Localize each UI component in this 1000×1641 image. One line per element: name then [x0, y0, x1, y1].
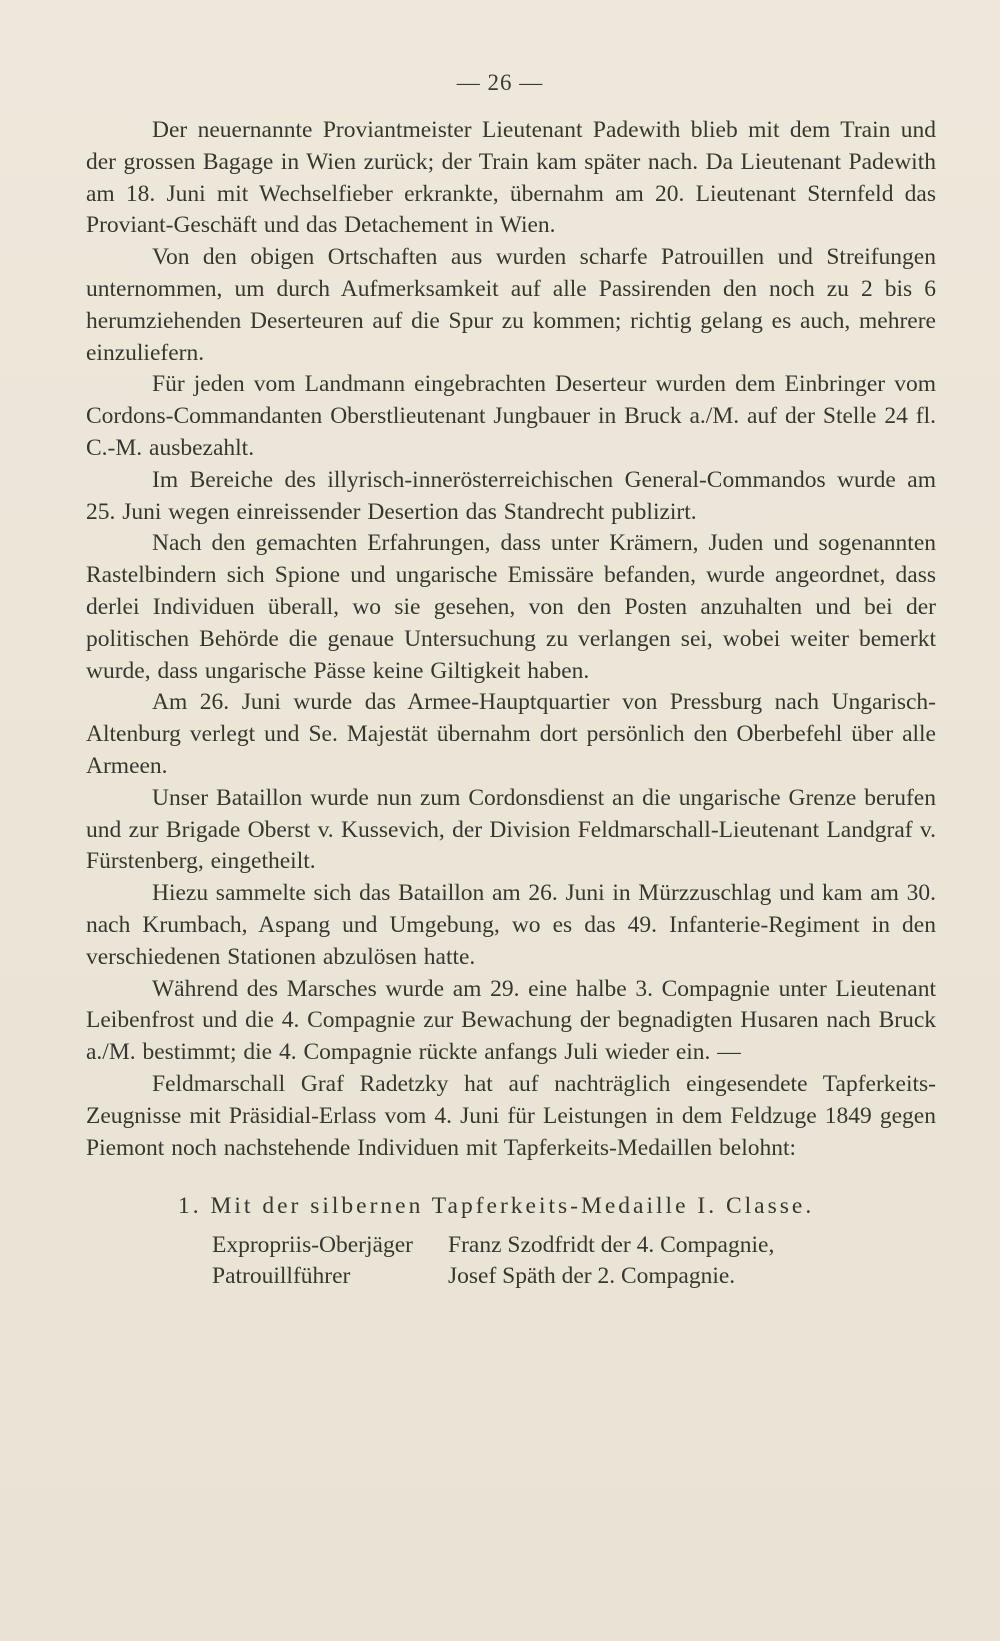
paragraph: Der neuernannte Proviantmeister Lieutenant Padewith blieb mit dem Train und der grossen Bagage in Wien zurück; der Train kam später nach. Da Lieutenant Padewith am 18. Juni mit Wechselfieber erkrankte, übernahm am 20. Lieutenant Sternfeld das Proviant-Geschäft und das Detachement in Wien. [86, 117, 936, 239]
paragraph: Von den obigen Ortschaften aus wurden scharfe Patrouillen und Streifungen unternommen, um durch Aufmerksamkeit auf alle Passirenden den noch zu 2 bis 6 herumziehenden Deserteuren auf die Spur zu kommen; richtig gelang es auch, mehrere einzuliefern. [86, 244, 936, 366]
paragraph: Hiezu sammelte sich das Bataillon am 26. Juni in Mürzzuschlag und kam am 30. nach Krumbach, Aspang und Umgebung, wo es das 49. Infanterie-Regiment in den verschiedenen Stationen abzulösen hatte. [86, 880, 936, 970]
paragraph: Im Bereiche des illyrisch-innerösterreichischen General-Commandos wurde am 25. Juni wegen einreissender Desertion das Standrecht publizirt. [86, 466, 936, 525]
body-text [86, 115, 936, 1292]
paragraph: Nach den gemachten Erfahrungen, dass unter Krämern, Juden und sogenannten Rastelbindern sich Spione und ungarische Emissäre befanden, wurde angeordnet, dass derlei Individuen überall, wo sie gesehen, von den Posten anzuhalten und bei der politischen Behörde die genaue Untersuchung zu verlangen sei, wobei weiter bemerkt wurde, dass ungarische Pässe keine Giltigkeit haben. [86, 530, 936, 684]
medal-recipient [212, 1230, 936, 1261]
paragraph: Am 26. Juni wurde das Armee-Hauptquartier von Pressburg nach Ungarisch-Altenburg verlegt und Se. Majestät übernahm dort persönlich den Oberbefehl über alle Armeen. [86, 689, 936, 779]
recipient-rank: Patrouillführer [212, 1263, 351, 1290]
recipient-name: Franz Szodfridt der 4. Compagnie, [448, 1232, 775, 1259]
paragraph: Für jeden vom Landmann eingebrachten Deserteur wurden dem Einbringer vom Cordons-Commandanten Oberstlieutenant Jungbauer in Bruck a./M. auf der Stelle 24 fl. C.-M. ausbezahlt. [86, 371, 936, 461]
paragraph: Unser Bataillon wurde nun zum Cordonsdienst an die ungarische Grenze berufen und zur Brigade Oberst v. Kussevich, der Division Feldmarschall-Lieutenant Landgraf v. Fürstenberg, eingetheilt. [86, 784, 936, 875]
paragraph: Während des Marsches wurde am 29. eine halbe 3. Compagnie unter Lieutenant Leibenfrost und die 4. Compagnie zur Bewachung der begnadigten Husaren nach Bruck a./M. bestimmt; die 4. Compagnie rückte anfangs Juli wieder ein. — [86, 975, 936, 1066]
section-heading: 1. Mit der silbernen Tapferkeits-Medaille I. Classe. [178, 1193, 815, 1220]
recipient-rank: Expropriis-Oberjäger [212, 1232, 413, 1259]
medal-recipient [212, 1261, 936, 1292]
page-number: — 26 — [456, 70, 544, 95]
paragraph: Feldmarschall Graf Radetzky hat auf nachträglich eingesendete Tapferkeits-Zeugnisse mit Präsidial-Erlass vom 4. Juni für Leistungen in dem Feldzuge 1849 gegen Piemont noch nachstehende Individuen mit Tapferkeits-Medaillen belohnt: [86, 1070, 936, 1161]
recipient-name: Josef Späth der 2. Compagnie. [448, 1263, 736, 1290]
medal-recipient-list [86, 1230, 936, 1292]
